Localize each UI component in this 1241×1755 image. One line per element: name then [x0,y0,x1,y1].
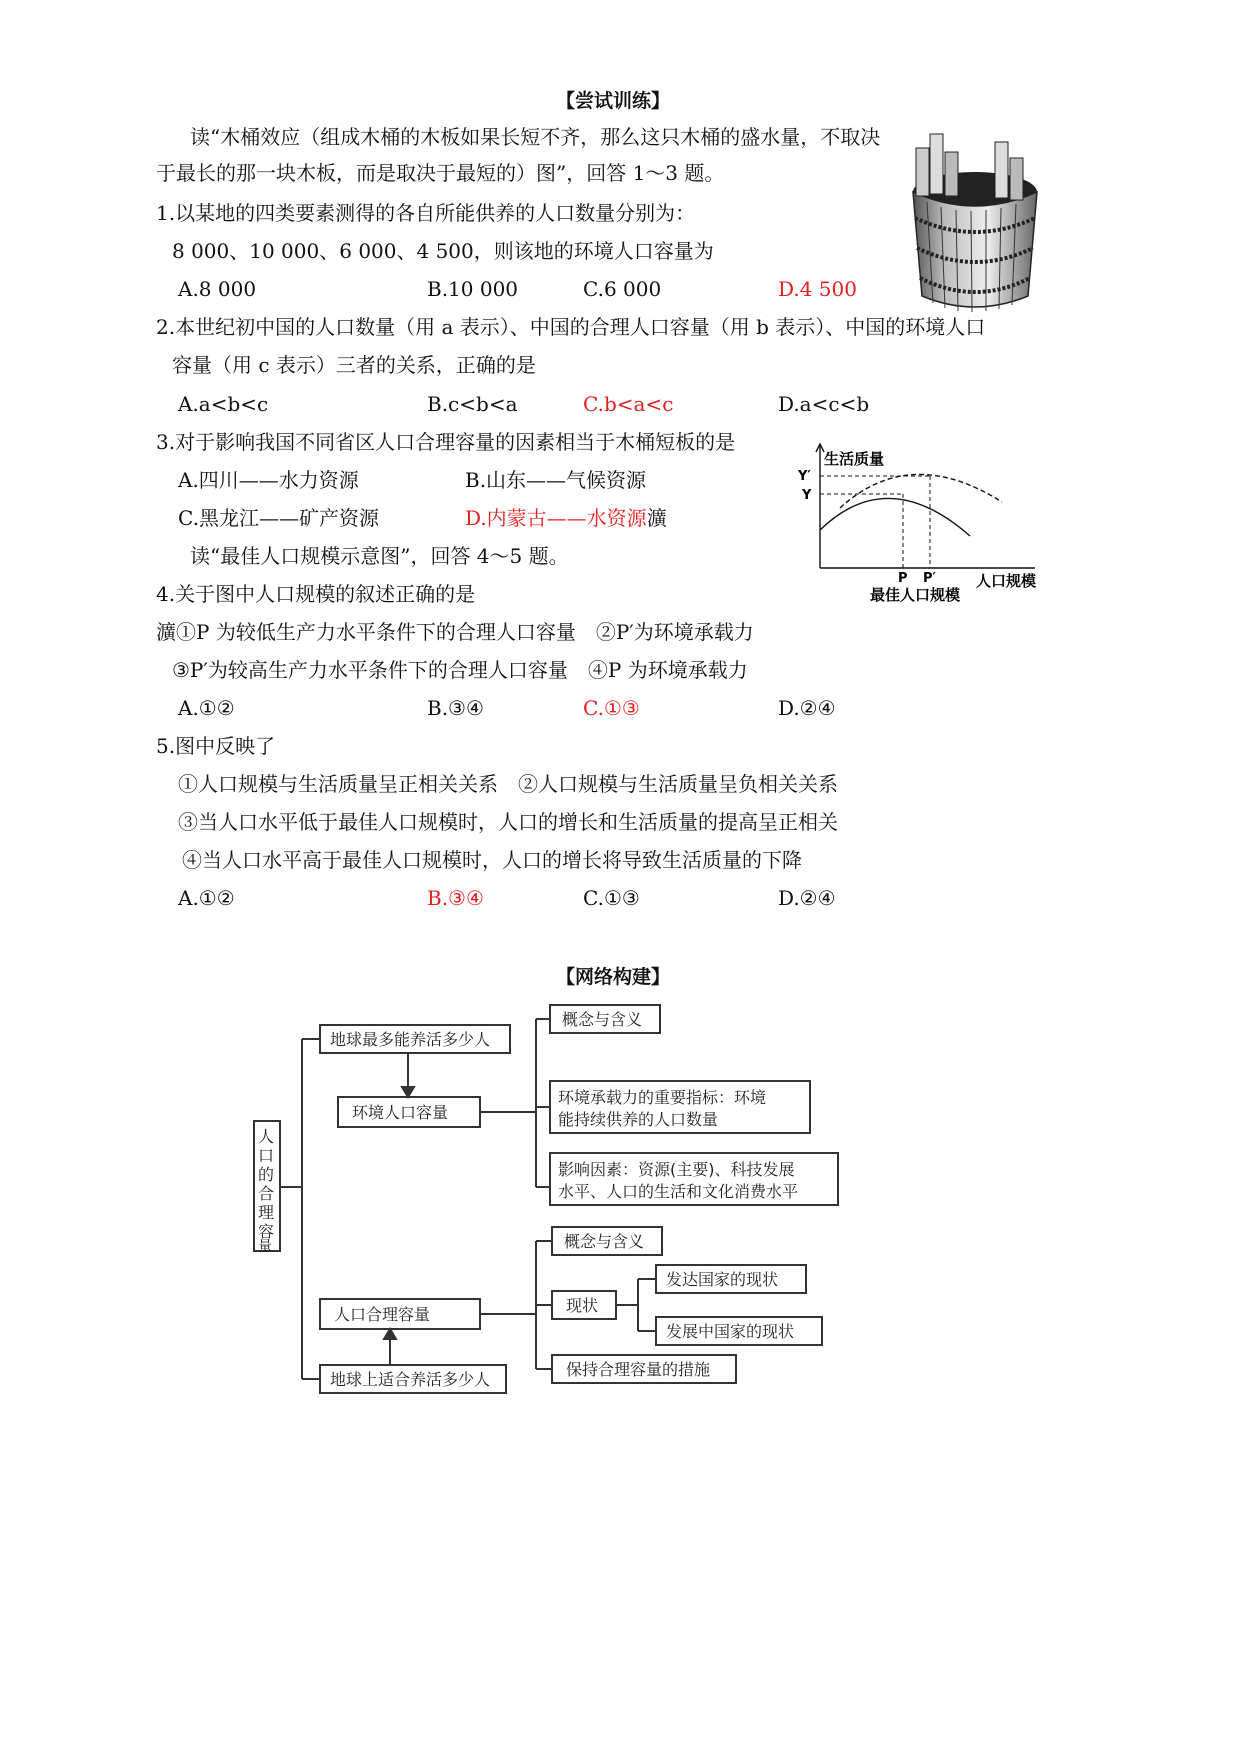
optimal-population-graph [790,438,1050,608]
label-r-c1: 概念与含义 [564,1232,645,1251]
graph-y: Y [802,488,812,503]
intro-line-1: 读“木桶效应（组成木桶的木板如果长短不齐，那么这只木桶的盛水量，不取决 [190,125,881,149]
q5-option-b-answer: B.③④ [427,886,484,910]
intro-line-2: 于最长的那一块木板，而是取决于最短的）图”，回答 1～3 题。 [156,161,725,185]
q4-statements-line-1: 瀇①P 为较低生产力水平条件下的合理人口容量 ②P′为环境承载力 [156,620,754,644]
q2-stem-line-1: 2.本世纪初中国的人口数量（用 a 表示）、中国的合理人口容量（用 b 表示）、中国的环境人口 [156,315,986,339]
q4-option-c-answer: C.①③ [583,696,640,720]
q4-option-b: B.③④ [427,696,484,720]
label-r-status: 现状 [566,1296,599,1315]
q5-statement-1: ①人口规模与生活质量呈正相关关系 ②人口规模与生活质量呈负相关关系 [178,772,838,796]
svg-text:合: 合 [258,1184,275,1203]
svg-text:口: 口 [258,1146,275,1165]
label-env-c3-line1: 影响因素：资源(主要)、科技发展 [558,1160,795,1179]
q3-option-d-line [465,505,667,531]
label-env-c3-line2: 水平、人口的生活和文化消费水平 [558,1182,799,1201]
q2-stem-line-2: 容量（用 c 表示）三者的关系，正确的是 [172,353,536,377]
q3-option-b: B.山东——气候资源 [465,468,647,492]
graph-caption: 最佳人口规模 [870,586,961,604]
wooden-bucket-illustration [900,128,1050,318]
q2-option-a: A.a<b<c [178,392,269,416]
concept-map [240,995,880,1405]
curve-high [840,474,1002,508]
q4-statements-line-2: ③P′为较高生产力水平条件下的合理人口容量 ④P 为环境承载力 [172,658,748,682]
root-label-vertical [258,1127,274,1255]
q4-stem: 4.关于图中人口规模的叙述正确的是 [156,582,476,606]
q1-stem-line-1: 1.以某地的四类要素测得的各自所能供养的人口数量分别为： [156,201,696,225]
curve-low [820,498,970,536]
q2-option-b: B.c<b<a [427,392,518,416]
q5-option-d: D.②④ [778,886,836,910]
q5-stem: 5.图中反映了 [156,734,276,758]
q4-option-d: D.②④ [778,696,836,720]
svg-text:容: 容 [258,1222,275,1241]
q3-stem: 3.对于影响我国不同省区人口合理容量的因素相当于木桶短板的是 [156,430,736,454]
q1-option-a: A.8 000 [178,277,257,301]
graph-p: P [898,571,908,586]
q1-option-c: C.6 000 [583,277,662,301]
label-env-c2-line2: 能持续供养的人口数量 [558,1110,719,1129]
intro-2: 读“最佳人口规模示意图”，回答 4～5 题。 [190,544,569,568]
q4-option-a: A.①② [178,696,235,720]
label-env-c1: 概念与含义 [562,1010,643,1029]
section-title-practice: 【尝试训练】 [556,90,671,112]
q1-stem-line-2: 8 000、10 000、6 000、4 500，则该地的环境人口容量为 [172,239,714,263]
q5-statement-2: ③当人口水平低于最佳人口规模时，人口的增长和生活质量的提高呈正相关 [178,810,838,834]
label-env-c2-line1: 环境承载力的重要指标：环境 [558,1088,767,1107]
q3-option-a: A.四川——水力资源 [178,468,359,492]
label-developing: 发展中国家的现状 [666,1322,795,1341]
q3-option-c: C.黑龙江——矿产资源 [178,506,379,530]
graph-x-label: 人口规模 [976,572,1037,590]
svg-text:人: 人 [258,1127,275,1146]
q1-option-b: B.10 000 [427,277,519,301]
q2-option-c-answer: C.b<a<c [583,392,674,416]
label-reasonable: 人口合理容量 [334,1305,431,1324]
q5-option-a: A.①② [178,886,235,910]
q2-option-d: D.a<c<b [778,392,870,416]
section-title-network: 【网络构建】 [556,966,671,988]
label-top1: 地球最多能养活多少人 [330,1030,491,1049]
svg-text:量: 量 [258,1239,272,1255]
svg-text:理: 理 [258,1203,275,1222]
graph-y-label: 生活质量 [824,450,885,468]
q3-trailing-char: 瀇 [646,506,667,530]
label-env: 环境人口容量 [352,1103,449,1122]
graph-p-prime: P′ [923,571,936,586]
label-developed: 发达国家的现状 [666,1270,779,1289]
label-bottom1: 地球上适合养活多少人 [330,1370,491,1389]
q5-statement-3: ④当人口水平高于最佳人口规模时，人口的增长将导致生活质量的下降 [182,848,802,872]
label-r-c3: 保持合理容量的措施 [566,1360,711,1379]
q5-option-c: C.①③ [583,886,640,910]
graph-y-prime: Y′ [798,469,811,484]
svg-text:的: 的 [258,1165,275,1184]
q3-option-d-answer: D.内蒙古——水资源 [465,506,647,530]
q1-option-d-answer: D.4 500 [778,277,857,301]
